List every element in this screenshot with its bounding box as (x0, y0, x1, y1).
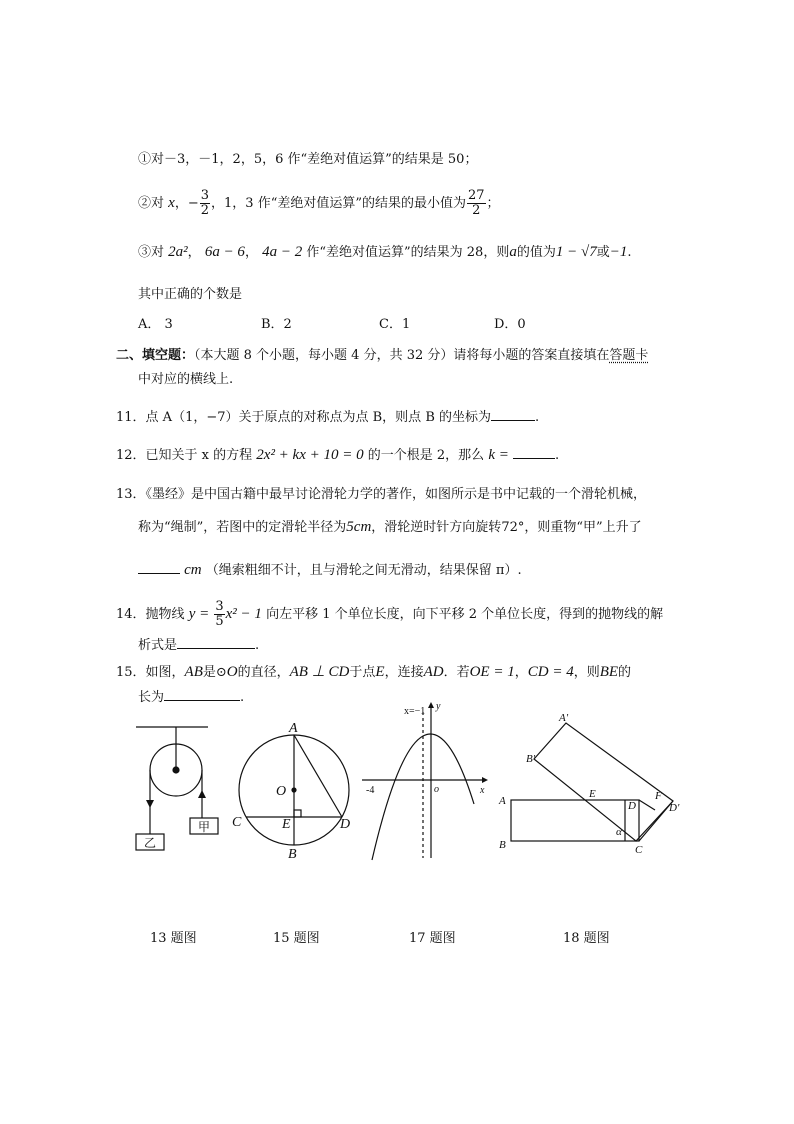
statement-3-mid: 作“差绝对值运算”的结果为 28，则 (306, 245, 510, 260)
label-c: C (232, 815, 242, 830)
period: . (627, 245, 632, 260)
label-b: B (499, 839, 506, 851)
label-d: D (628, 800, 636, 812)
angle-value: 72° (501, 520, 525, 535)
question-12 (116, 446, 559, 464)
expr-6a-6: 6a − 6 (204, 244, 245, 260)
equation: 2x² + kx + 10 = 0 (256, 447, 364, 463)
origin-label: o (434, 784, 439, 795)
figure-15-circle (232, 721, 350, 862)
statement-3-mid2: 的值为 (516, 245, 556, 260)
figure-18-rectangles (498, 712, 680, 856)
label-d: D (340, 817, 351, 832)
fraction-3-5: $\frac{3}{5}$ (215, 599, 224, 629)
fraction-27-2: $\frac{27}{2}$ (468, 188, 485, 218)
question-11-text: 11．点 A（1，−7）关于原点的对称点为点 B，则点 B 的坐标为 (116, 410, 492, 425)
period: . (554, 448, 560, 463)
answer-sheet-emph: 答题卡 (609, 348, 649, 363)
section-title: 二、填空题： (116, 348, 195, 363)
section-desc-2: 中对应的横线上. (138, 372, 234, 387)
question-13-line-3 (138, 561, 522, 579)
minus-sign: − (187, 196, 199, 211)
answer-blank (513, 446, 555, 459)
var-a: a (509, 244, 517, 260)
statement-2 (138, 186, 500, 220)
y-equals: y = (188, 606, 210, 622)
option-c: C．1 (379, 317, 411, 332)
value-1-sqrt7: 1 − √7 (555, 244, 597, 260)
statement-2-lead: ②对 (138, 196, 165, 211)
comma: ， (244, 245, 258, 260)
period: . (255, 638, 260, 653)
expr-2a2: 2a² (168, 244, 188, 260)
section-heading (116, 348, 648, 364)
question-prompt: 其中正确的个数是 (138, 287, 243, 302)
q13-text-b: ，滑轮逆时针方向旋转 (371, 520, 502, 535)
radius-value: 5cm (346, 519, 372, 535)
option-d: D．0 (494, 317, 526, 332)
axis-of-symmetry-label: x=−1 (404, 706, 426, 717)
comma: ， (187, 245, 201, 260)
unit-cm: cm (184, 562, 202, 578)
answer-blank (491, 408, 535, 421)
value-neg1: −1 (609, 244, 628, 260)
q13-text-d: （绳索粗细不计，且与滑轮之间无滑动，结果保留 π）. (205, 563, 522, 578)
option-b: B．2 (261, 317, 292, 332)
q13-text-c: ，则重物“甲”上升了 (524, 520, 642, 535)
y-axis-label: y (436, 701, 441, 712)
answer-blank (177, 636, 255, 649)
question-15-line-2: 长为 . (138, 690, 245, 705)
comma: ， (174, 196, 188, 211)
answer-blank (138, 561, 180, 574)
statement-2-end: ； (486, 196, 500, 211)
question-13-line-1: 13．《墨经》是中国古籍中最早讨论滑轮力学的著作，如图所示是书中记载的一个滑轮机械， (116, 487, 647, 502)
x-axis-label: x (480, 785, 485, 796)
or-word: 或 (596, 245, 610, 260)
statement-2-mid: ，1，3 作“差绝对值运算”的结果的最小值为 (211, 196, 466, 211)
var-k: k = (488, 447, 509, 463)
figure-13-pulley (136, 727, 218, 850)
label-f: F (655, 790, 662, 802)
question-15-line-1: 15．如图，AB是⊙O的直径，AB ⊥ CD于点E，连接AD．若OE = 1，CD = 4，则BE的 (116, 664, 632, 680)
q13-text-a: 称为“绳制”，若图中的定滑轮半径为 (138, 520, 347, 535)
label-e: E (589, 788, 596, 800)
expr-4a-2: 4a − 2 (262, 244, 303, 260)
tick-minus-4: -4 (366, 785, 375, 796)
var-x: x (168, 195, 175, 211)
period: . (535, 410, 540, 425)
figures (0, 700, 794, 960)
question-11 (116, 408, 539, 426)
question-14-line-2 (138, 636, 259, 654)
caption-fig18: 18 题图 (563, 931, 610, 946)
label-d-prime: D' (669, 802, 680, 814)
question-12-mid: 的一个根是 2，那么 (367, 448, 485, 463)
caption-fig13: 13 题图 (150, 931, 197, 946)
figure-17-parabola (362, 701, 488, 860)
label-b-prime: B' (526, 753, 536, 765)
question-13-line-2 (138, 519, 642, 536)
q14-text: 向左平移 1 个单位长度，向下平移 2 个单位长度，得到的抛物线的解 (266, 607, 664, 622)
statement-3 (138, 244, 631, 261)
q14-text-2: 析式是 (138, 638, 178, 653)
question-12-lead: 12．已知关于 x 的方程 (116, 448, 253, 463)
x-squared-minus-1: x² − 1 (225, 606, 262, 622)
statement-3-lead: ③对 (138, 245, 165, 260)
label-a: A (289, 721, 298, 736)
weight-jia-label: 甲 (197, 820, 211, 834)
caption-fig15: 15 题图 (273, 931, 320, 946)
label-a: A (499, 795, 506, 807)
option-a: A． 3 (138, 317, 173, 332)
statement-1: ①对－3，－1，2，5，6 作“差绝对值运算”的结果是 50； (138, 152, 478, 167)
label-b: B (288, 847, 297, 862)
label-e: E (282, 817, 291, 832)
q14-lead: 14．抛物线 (116, 607, 185, 622)
label-alpha: α (616, 826, 622, 838)
section-desc: （本大题 8 个小题，每小题 4 分，共 32 分）请将每小题的答案直接填在 (194, 348, 610, 363)
weight-yi-label: 乙 (143, 836, 157, 850)
question-14-line-1 (116, 597, 663, 631)
caption-fig17: 17 题图 (409, 931, 456, 946)
fraction-3-2: $\frac{3}{2}$ (200, 188, 210, 218)
label-c: C (635, 844, 643, 856)
label-o: O (276, 784, 287, 799)
label-a-prime: A' (559, 712, 569, 724)
